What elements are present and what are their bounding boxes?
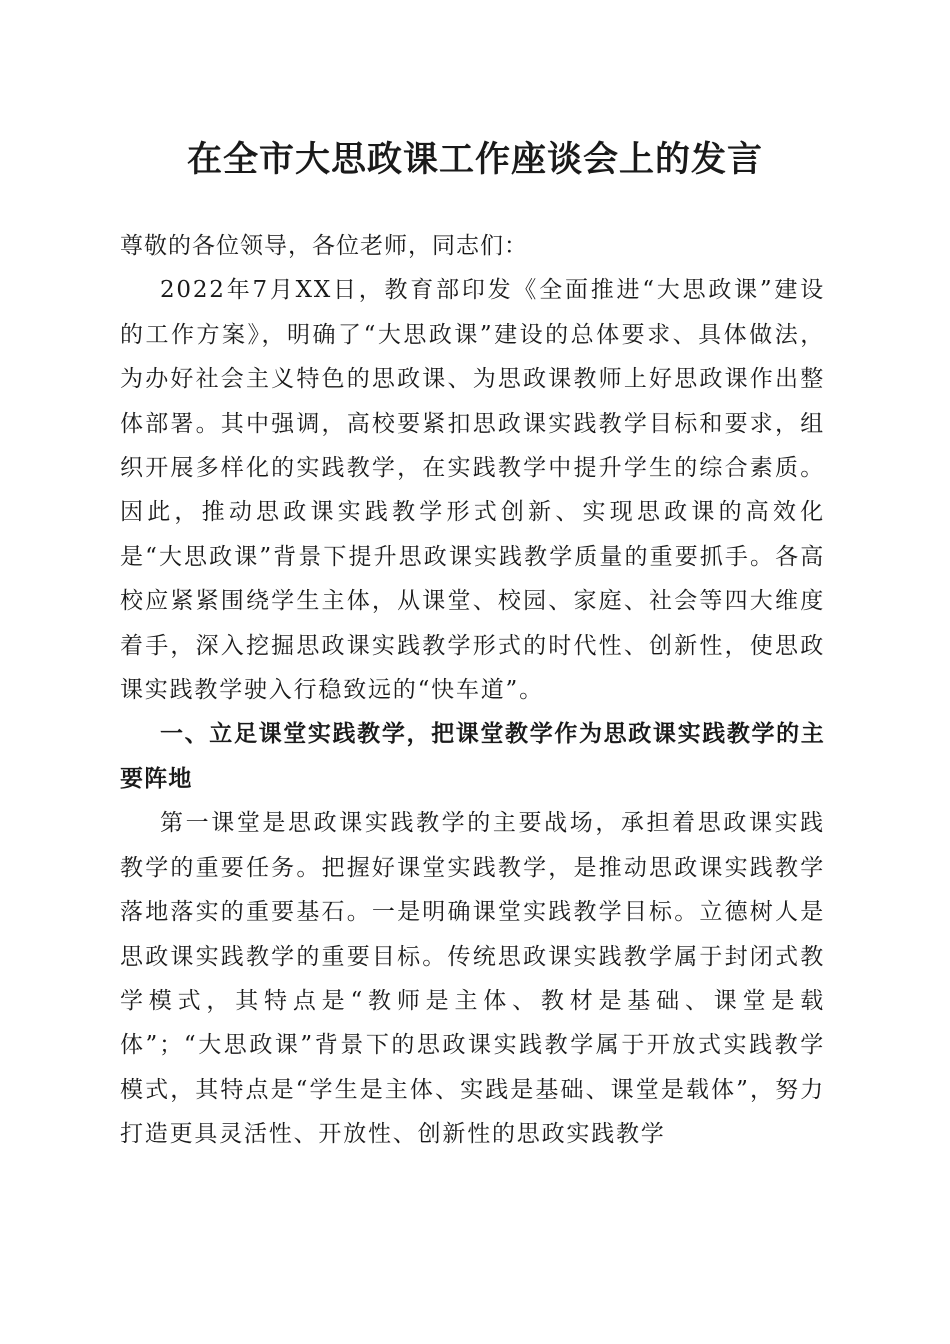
document-body [120, 224, 825, 1157]
salutation: 尊敬的各位领导，各位老师，同志们： [120, 233, 528, 259]
paragraph-section-1: 第一课堂是思政课实践教学的主要战场，承担着思政课实践教学的重要任务。把握好课堂实践教学，是推动思政课实践教学落地落实的重要基石。一是明确课堂实践教学目标。立德树人是思政课实践教学的重要目标。传统思政课实践教学属于封闭式教学模式，其特点是“教师是主体、教材是基础、课堂是载体”；“大思政课”背景下的思政课实践教学属于开放式实践教学模式，其特点是“学生是主体、实践是基础、课堂是载体”，努力打造更具灵活性、开放性、创新性的思政实践教学 [120, 810, 825, 1148]
document-title: 在全市大思政课工作座谈会上的发言 [186, 139, 763, 180]
paragraph-intro: 2022年7月XX日，教育部印发《全面推进“大思政课”建设的工作方案》，明确了“大思政课”建设的总体要求、具体做法，为办好社会主义特色的思政课、为思政课教师上好思政课作出整体部署。其中强调，高校要紧扣思政课实践教学目标和要求，组织开展多样化的实践教学，在实践教学中提升学生的综合素质。因此，推动思政课实践教学形式创新、实现思政课的高效化是“大思政课”背景下提升思政课实践教学质量的重要抓手。各高校应紧紧围绕学生主体，从课堂、校园、家庭、社会等四大维度着手，深入挖掘思政课实践教学形式的时代性、创新性，使思政课实践教学驶入行稳致远的“快车道”。 [120, 277, 825, 704]
section-heading: 一、立足课堂实践教学，把课堂教学作为思政课实践教学的主要阵地 [120, 721, 825, 792]
